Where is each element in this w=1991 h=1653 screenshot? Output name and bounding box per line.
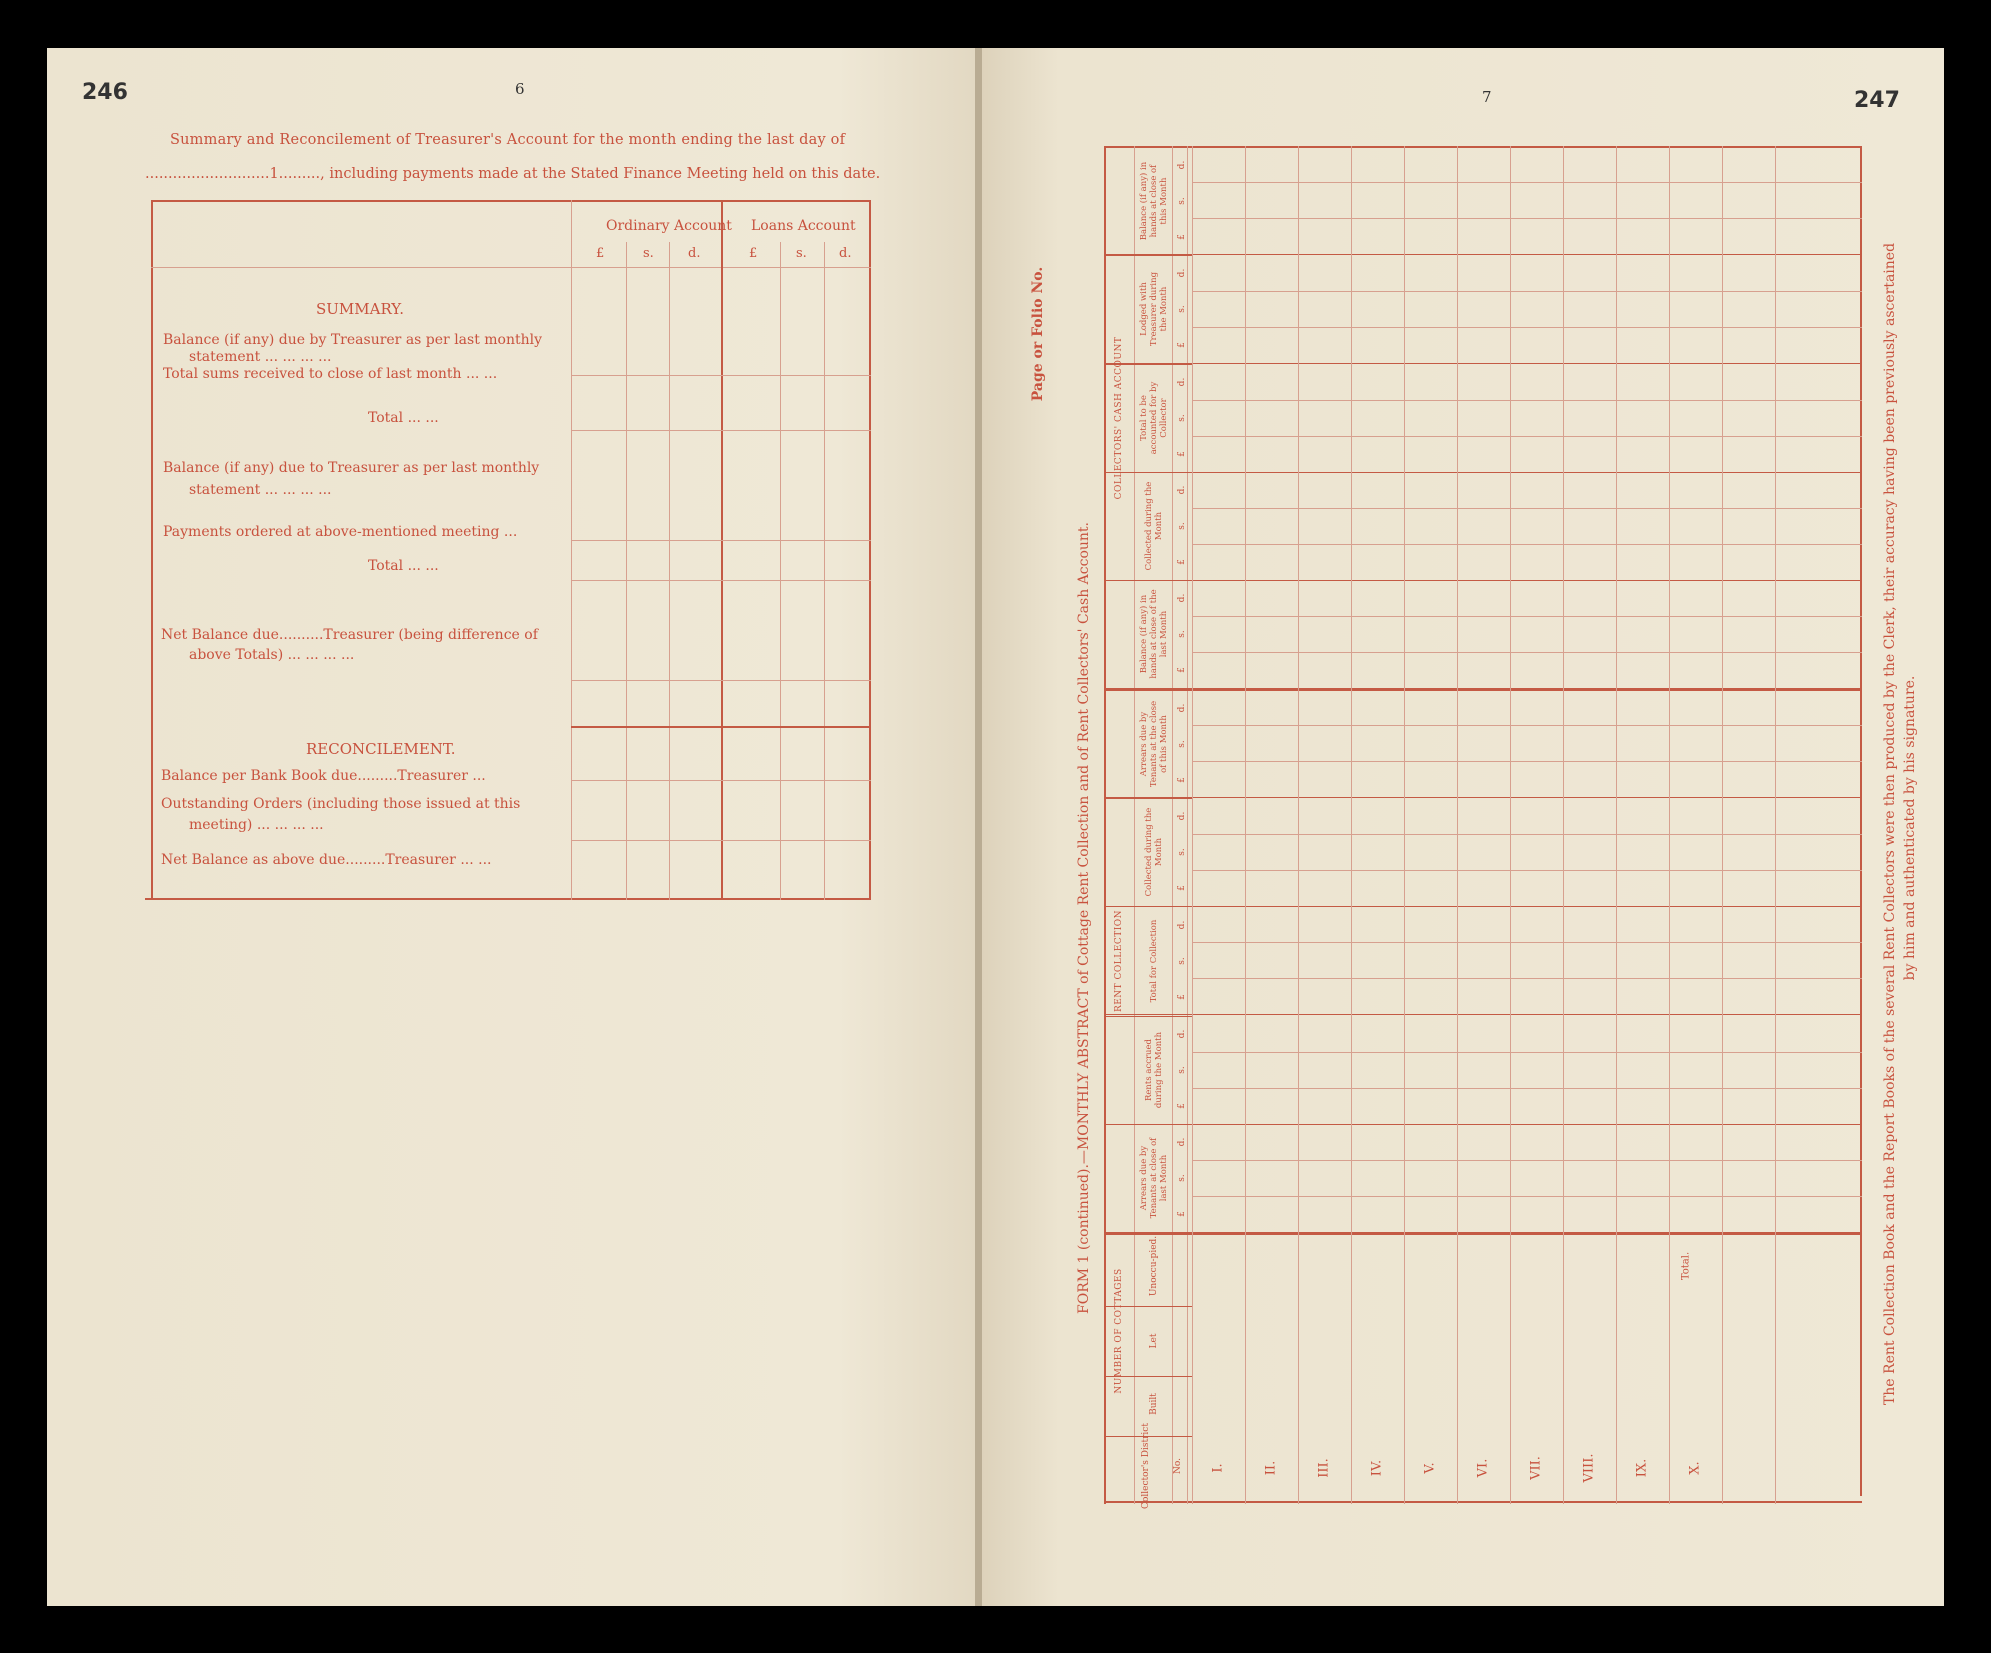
grid-line	[1192, 1052, 1862, 1053]
lsd-label: d.	[1177, 1029, 1187, 1039]
grid-line	[1192, 978, 1862, 979]
grid-line	[1510, 146, 1511, 1504]
lsd-label: s.	[1177, 740, 1187, 748]
row-net-balance-1: Net Balance due..........Treasurer (being difference of	[161, 627, 538, 643]
money-column-heading: Rents accrued during the Month	[1144, 1031, 1164, 1109]
page-number-right: 247	[1854, 88, 1900, 113]
lsd-label: £	[1177, 667, 1187, 673]
grid-line	[1192, 761, 1862, 762]
grid-line	[1192, 291, 1862, 292]
loans-pence-label: d.	[839, 246, 852, 261]
money-column-heading: Collected during the Month	[1144, 807, 1164, 897]
row-bank-book: Balance per Bank Book due.........Treasurer ...	[161, 768, 486, 784]
district-label: V.	[1422, 1462, 1438, 1474]
grid-line	[1192, 616, 1862, 617]
lsd-label: d.	[1177, 920, 1187, 930]
col-district: Collector's District	[1141, 1423, 1151, 1509]
grid-line	[1245, 146, 1246, 1504]
row-net-balance-2: above Totals) ... ... ... ...	[189, 647, 355, 663]
district-label: III.	[1316, 1458, 1332, 1478]
grid-line	[1192, 1196, 1862, 1197]
lsd-label: £	[1177, 777, 1187, 783]
lsd-label: d.	[1177, 377, 1187, 387]
grid-line	[1563, 146, 1564, 1504]
ordinary-pound-label: £	[596, 246, 605, 261]
ordinary-shilling-label: s.	[643, 246, 654, 261]
col-built: Built	[1149, 1393, 1159, 1415]
lsd-label: d.	[1177, 268, 1187, 278]
page-number-left: 246	[82, 80, 128, 105]
grid-line	[1104, 688, 1862, 689]
district-label: IV.	[1369, 1459, 1385, 1477]
lsd-label: s.	[1177, 848, 1187, 856]
loans-shilling-label: s.	[796, 246, 807, 261]
grid-line	[1192, 834, 1862, 835]
row-total-1: Total ... ...	[368, 410, 439, 426]
rent-abstract-table	[1104, 146, 1862, 1509]
form-page-number-right: 7	[1482, 88, 1492, 106]
row-outstanding-2: meeting) ... ... ... ...	[189, 817, 324, 833]
footnote-line-1: The Rent Collection Book and the Report Books of the several Rent Collectors were then produced by the Clerk, their accuracy having been previously ascertained	[1882, 242, 1898, 1406]
grid-line	[1104, 1014, 1862, 1015]
lsd-label: s.	[1177, 1174, 1187, 1182]
row-total-2: Total ... ...	[368, 558, 439, 574]
lsd-label: s.	[1177, 630, 1187, 638]
grid-line	[1104, 1124, 1862, 1125]
lsd-label: £	[1177, 885, 1187, 891]
money-column-heading: Total for Collection	[1149, 919, 1159, 1003]
lsd-label: £	[1177, 1103, 1187, 1109]
grid-line	[1722, 146, 1723, 1504]
heading-line-1: Summary and Reconcilement of Treasurer's Account for the month ending the last day of	[170, 132, 846, 148]
lsd-label: s.	[1177, 1066, 1187, 1074]
district-label: I.	[1210, 1463, 1226, 1473]
money-column-heading: Collected during the Month	[1144, 481, 1164, 571]
ordinary-account-header: Ordinary Account	[606, 218, 732, 234]
group-rent-collection: RENT COLLECTION	[1114, 909, 1124, 1013]
lsd-label: d.	[1177, 811, 1187, 821]
col-unoccupied: Unoccu-pied.	[1149, 1235, 1159, 1297]
lsd-label: s.	[1177, 305, 1187, 313]
grid-line	[1192, 1088, 1862, 1089]
grid-line	[1192, 942, 1862, 943]
row-balance-due-to-1: Balance (if any) due to Treasurer as per last monthly	[163, 460, 540, 476]
money-column-heading: Total to be accounted for by Collector	[1139, 381, 1169, 455]
grid-line	[1192, 652, 1862, 653]
col-let: Let	[1149, 1333, 1159, 1349]
grid-line	[1298, 146, 1299, 1504]
form-page-number-left: 6	[515, 80, 525, 98]
heading-line-2: ...........................1........., including payments made at the Stated Finance Meeting held on this date.	[145, 166, 881, 182]
lsd-label: d.	[1177, 703, 1187, 713]
district-label: X.	[1687, 1461, 1703, 1475]
right-page	[982, 48, 1944, 1606]
grid-line	[1104, 580, 1862, 581]
loans-pound-label: £	[749, 246, 758, 261]
money-column-heading: Balance (if any) in hands at close of the last Month	[1139, 589, 1169, 679]
reconcilement-title: RECONCILEMENT.	[306, 740, 456, 758]
lsd-label: d.	[1177, 593, 1187, 603]
money-column-heading: Arrears due by Tenants at close of last Month	[1139, 1137, 1169, 1219]
group-cottages: NUMBER OF COTTAGES	[1114, 1268, 1124, 1394]
district-label: II.	[1263, 1460, 1279, 1476]
left-page	[47, 48, 977, 1606]
grid-line	[1616, 146, 1617, 1504]
row-payments-ordered: Payments ordered at above-mentioned meeting ...	[163, 524, 518, 540]
district-label: VIII.	[1581, 1453, 1597, 1483]
grid-line	[1404, 146, 1405, 1504]
grid-line	[1192, 544, 1862, 545]
lsd-label: d.	[1177, 485, 1187, 495]
money-column-heading: Lodged with Treasurer during the Month	[1139, 271, 1169, 347]
money-column-heading: Arrears due by Tenants at the close of this Month	[1139, 700, 1169, 788]
grid-line	[1104, 254, 1862, 255]
grid-line	[1192, 1160, 1862, 1161]
grid-line	[1351, 146, 1352, 1504]
grid-line	[1104, 906, 1862, 907]
row-total-received: Total sums received to close of last month ... ...	[163, 366, 498, 382]
col-no: No.	[1173, 1458, 1183, 1474]
loans-account-header: Loans Account	[751, 218, 856, 234]
lsd-label: £	[1177, 559, 1187, 565]
total-label: Total.	[1680, 1251, 1692, 1281]
group-cash-account: COLLECTORS' CASH ACCOUNT	[1114, 336, 1124, 500]
grid-line	[1192, 218, 1862, 219]
district-label: VI.	[1475, 1458, 1491, 1478]
grid-line	[1192, 327, 1862, 328]
lsd-label: £	[1177, 994, 1187, 1000]
grid-line	[1775, 146, 1776, 1504]
row-balance-due-to-2: statement ... ... ... ...	[189, 482, 332, 498]
footnote-line-2: by him and authenticated by his signature.	[1902, 675, 1918, 981]
lsd-label: £	[1177, 1211, 1187, 1217]
grid-line	[1192, 436, 1862, 437]
lsd-label: £	[1177, 234, 1187, 240]
folio-label: Page or Folio No.	[1030, 266, 1046, 402]
lsd-label: s.	[1177, 957, 1187, 965]
summary-table	[151, 200, 871, 900]
grid-line	[1192, 870, 1862, 871]
ordinary-pence-label: d.	[688, 246, 701, 261]
grid-line	[1104, 797, 1862, 798]
grid-line	[1192, 182, 1862, 183]
lsd-label: £	[1177, 342, 1187, 348]
grid-line	[1192, 400, 1862, 401]
grid-line	[1192, 508, 1862, 509]
grid-line	[1104, 363, 1862, 364]
grid-line	[1669, 146, 1670, 1504]
grid-line	[1104, 472, 1862, 473]
summary-title: SUMMARY.	[316, 300, 405, 318]
row-balance-due-by-2: statement ... ... ... ...	[189, 349, 332, 365]
form-title: FORM 1 (continued).—MONTHLY ABSTRACT of Cottage Rent Collection and of Rent Collectors' Cash Account.	[1076, 522, 1092, 1314]
grid-line	[1192, 725, 1862, 726]
lsd-label: s.	[1177, 197, 1187, 205]
grid-line	[1104, 1232, 1862, 1233]
grid-line	[1192, 146, 1193, 1504]
lsd-label: s.	[1177, 522, 1187, 530]
money-column-heading: Balance (if any) in hands at close of this Month	[1139, 161, 1169, 241]
lsd-label: s.	[1177, 414, 1187, 422]
district-label: VII.	[1528, 1456, 1544, 1480]
row-net-as-above: Net Balance as above due.........Treasurer ... ...	[161, 852, 492, 868]
lsd-label: d.	[1177, 1137, 1187, 1147]
row-outstanding-1: Outstanding Orders (including those issued at this	[161, 796, 521, 812]
lsd-label: £	[1177, 451, 1187, 457]
row-balance-due-by-1: Balance (if any) due by Treasurer as per last monthly	[163, 332, 543, 348]
lsd-label: d.	[1177, 160, 1187, 170]
grid-line	[1457, 146, 1458, 1504]
district-label: IX.	[1634, 1458, 1650, 1478]
